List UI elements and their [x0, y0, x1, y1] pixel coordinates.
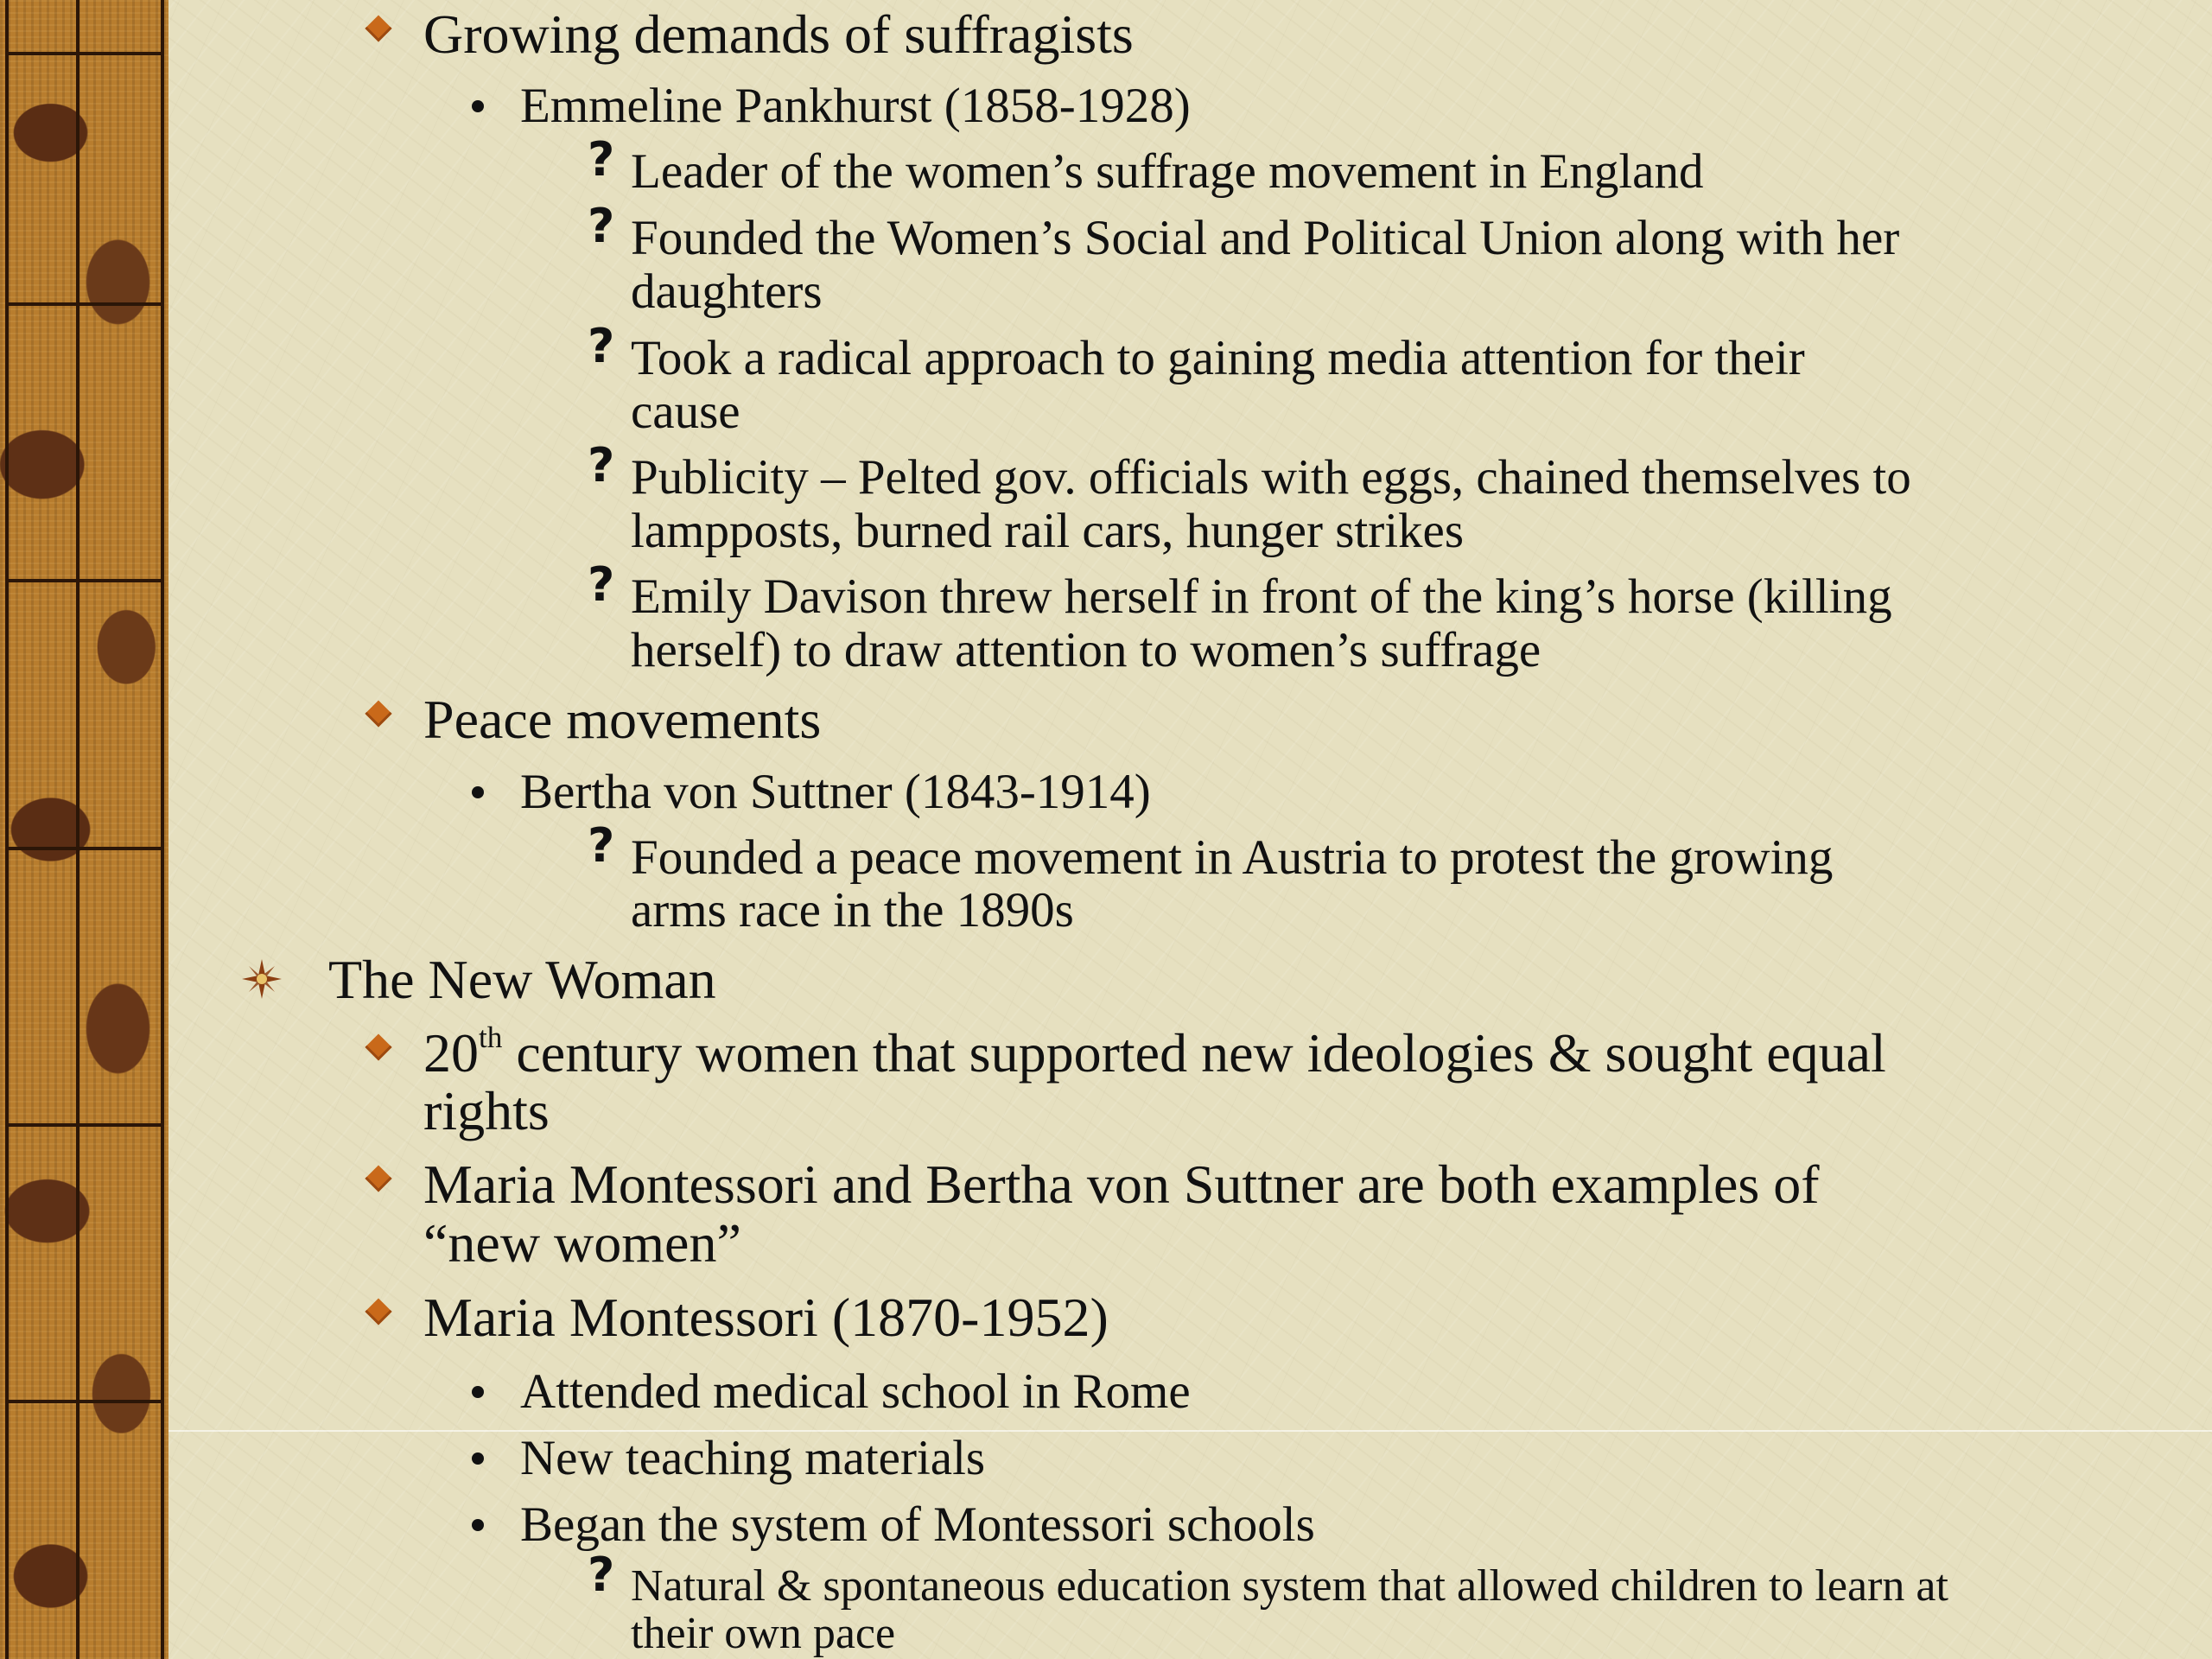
- bullet-text-continued: daughters: [631, 264, 823, 319]
- bullet-text: Maria Montessori (1870-1952): [423, 1287, 1109, 1348]
- dot-bullet-icon: [472, 1452, 484, 1465]
- bullet-text: Growing demands of suffragists: [423, 3, 1134, 65]
- diamond-bullet-icon: [365, 1298, 391, 1325]
- bullet-text: Publicity – Pelted gov. officials with eggs, chained themselves to: [631, 450, 1911, 505]
- bullet-text: Began the system of Montessori schools: [520, 1497, 1315, 1552]
- ordinal-number: 20: [423, 1022, 479, 1084]
- star-bullet-icon: [240, 957, 283, 1001]
- bullet-text-continued: herself) to draw attention to women’s suffrage: [631, 623, 1541, 677]
- bullet-text: Bertha von Suttner (1843-1914): [520, 765, 1151, 819]
- border-edge-line: [5, 0, 9, 1659]
- bullet-text: Took a radical approach to gaining media attention for their: [631, 331, 1805, 385]
- question-mark-bullet-icon: ?: [588, 1548, 615, 1602]
- heading-text: The New Woman: [328, 949, 716, 1010]
- border-joint: [7, 1400, 162, 1403]
- border-edge-line: [161, 0, 164, 1659]
- bullet-text: Emily Davison threw herself in front of the king’s horse (killing: [631, 569, 1892, 624]
- diamond-bullet-icon: [365, 700, 391, 727]
- border-joint: [7, 302, 162, 306]
- bullet-text-rest: century women that supported new ideologies & sought equal: [502, 1022, 1886, 1084]
- bullet-text: Natural & spontaneous education system that allowed children to learn at: [631, 1561, 1948, 1611]
- diamond-bullet-icon: [365, 1165, 391, 1192]
- bullet-text: [423, 1020, 1886, 1084]
- diamond-bullet-icon: [365, 15, 391, 41]
- bullet-text: New teaching materials: [520, 1431, 986, 1485]
- bullet-text-continued: rights: [423, 1080, 550, 1141]
- bullet-text-continued: “new women”: [423, 1212, 741, 1274]
- decorative-left-border: [0, 0, 168, 1659]
- bullet-text: Emmeline Pankhurst (1858-1928): [520, 79, 1191, 133]
- diamond-bullet-icon: [365, 1033, 391, 1060]
- question-mark-bullet-icon: ?: [588, 818, 615, 873]
- bullet-text-continued: cause: [631, 385, 741, 439]
- ordinal-suffix: th: [479, 1020, 503, 1055]
- bullet-text-continued: lampposts, burned rail cars, hunger strikes: [631, 504, 1465, 558]
- question-mark-bullet-icon: ?: [588, 199, 615, 253]
- border-joint: [7, 847, 162, 850]
- bullet-text: Peace movements: [423, 689, 822, 750]
- bullet-text-continued: their own pace: [631, 1609, 896, 1658]
- dot-bullet-icon: [472, 786, 484, 798]
- slide-content: [168, 0, 2212, 1659]
- bullet-text: Maria Montessori and Bertha von Suttner are both examples of: [423, 1154, 1820, 1215]
- question-mark-bullet-icon: ?: [588, 132, 615, 187]
- border-edge-line: [76, 0, 79, 1659]
- dot-bullet-icon: [472, 1519, 484, 1531]
- question-mark-bullet-icon: ?: [588, 319, 615, 373]
- border-joint: [7, 52, 162, 55]
- bullet-text: Founded the Women’s Social and Political Union along with her: [631, 211, 1900, 265]
- bullet-text: Leader of the women’s suffrage movement in England: [631, 144, 1704, 199]
- dot-bullet-icon: [472, 1386, 484, 1398]
- bullet-text-continued: arms race in the 1890s: [631, 883, 1074, 938]
- border-joint: [7, 1123, 162, 1127]
- bullet-text: Founded a peace movement in Austria to protest the growing: [631, 830, 1834, 885]
- border-joint: [7, 579, 162, 582]
- question-mark-bullet-icon: ?: [588, 438, 615, 493]
- bullet-text: Attended medical school in Rome: [520, 1364, 1191, 1419]
- dot-bullet-icon: [472, 100, 484, 112]
- question-mark-bullet-icon: ?: [588, 557, 615, 612]
